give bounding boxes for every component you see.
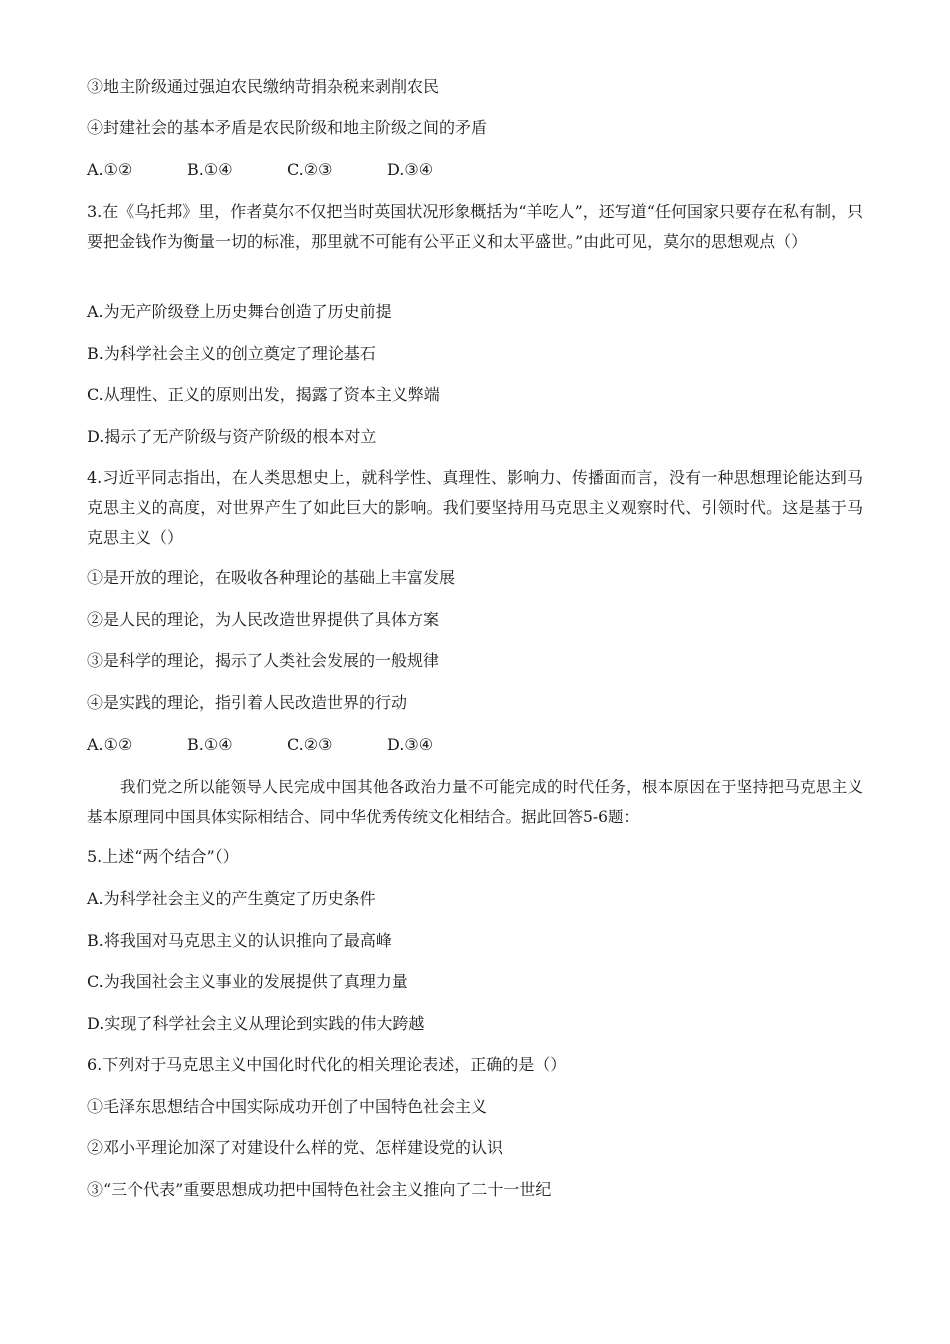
q5-option-b: B.将我国对马克思主义的认识推向了最高峰 — [87, 931, 392, 950]
q5-stem: 5.上述“两个结合”（） — [87, 847, 239, 866]
q4-option-b: B.①④ — [187, 735, 233, 754]
q3-option-b: B.为科学社会主义的创立奠定了理论基石 — [87, 344, 376, 363]
q6-item-1: ①毛泽东思想结合中国实际成功开创了中国特色社会主义 — [87, 1097, 488, 1116]
q6-item-3: ③“三个代表”重要思想成功把中国特色社会主义推向了二十一世纪 — [87, 1180, 552, 1199]
q3-stem: 3.在《乌托邦》里，作者莫尔不仅把当时英国状况形象概括为“羊吃人”，还写道“任何国家只要存在私有制，只要把金钱作为衡量一切的标准，那里就不可能有公平正义和太平盛世。”由此可见，莫尔的思想观点（） — [87, 202, 863, 251]
q3-option-d: D.揭示了无产阶级与资产阶级的根本对立 — [87, 427, 377, 446]
q3-option-c: C.从理性、正义的原则出发，揭露了资本主义弊端 — [87, 385, 440, 404]
q4-item-2: ②是人民的理论，为人民改造世界提供了具体方案 — [87, 610, 440, 629]
q4-item-1: ①是开放的理论，在吸收各种理论的基础上丰富发展 — [87, 568, 456, 587]
q5-option-c: C.为我国社会主义事业的发展提供了真理力量 — [87, 972, 408, 991]
material-passage: 我们党之所以能领导人民完成中国其他各政治力量不可能完成的时代任务，根本原因在于坚持把马克思主义基本原理同中国具体实际相结合、同中华优秀传统文化相结合。据此回答5-6题： — [87, 778, 863, 826]
q2-option-d: D.③④ — [387, 160, 434, 179]
q5-option-a: A.为科学社会主义的产生奠定了历史条件 — [87, 889, 376, 908]
q2-option-b: B.①④ — [187, 160, 233, 179]
q4-option-d: D.③④ — [387, 735, 434, 754]
q4-item-4: ④是实践的理论，指引着人民改造世界的行动 — [87, 693, 408, 712]
q2-option-a: A.①② — [87, 160, 133, 179]
q2-option-c: C.②③ — [287, 160, 333, 179]
q6-stem: 6.下列对于马克思主义中国化时代化的相关理论表述，正确的是（） — [87, 1055, 567, 1074]
q4-stem: 4.习近平同志指出，在人类思想史上，就科学性、真理性、影响力、传播面而言，没有一种思想理论能达到马克思主义的高度，对世界产生了如此巨大的影响。我们要坚持用马克思主义观察时代、引领时代。这是基于马克思主义（） — [87, 468, 863, 547]
q4-option-c: C.②③ — [287, 735, 333, 754]
q6-item-2: ②邓小平理论加深了对建设什么样的党、怎样建设党的认识 — [87, 1138, 504, 1157]
q4-item-3: ③是科学的理论，揭示了人类社会发展的一般规律 — [87, 651, 440, 670]
q5-option-d: D.实现了科学社会主义从理论到实践的伟大跨越 — [87, 1014, 425, 1033]
q4-option-a: A.①② — [87, 735, 133, 754]
q3-option-a: A.为无产阶级登上历史舞台创造了历史前提 — [87, 302, 392, 321]
q2-item-4: ④封建社会的基本矛盾是农民阶级和地主阶级之间的矛盾 — [87, 118, 488, 137]
q4-options — [87, 735, 487, 755]
q2-options — [87, 160, 487, 180]
q2-item-3: ③地主阶级通过强迫农民缴纳苛捐杂税来剥削农民 — [87, 77, 440, 96]
